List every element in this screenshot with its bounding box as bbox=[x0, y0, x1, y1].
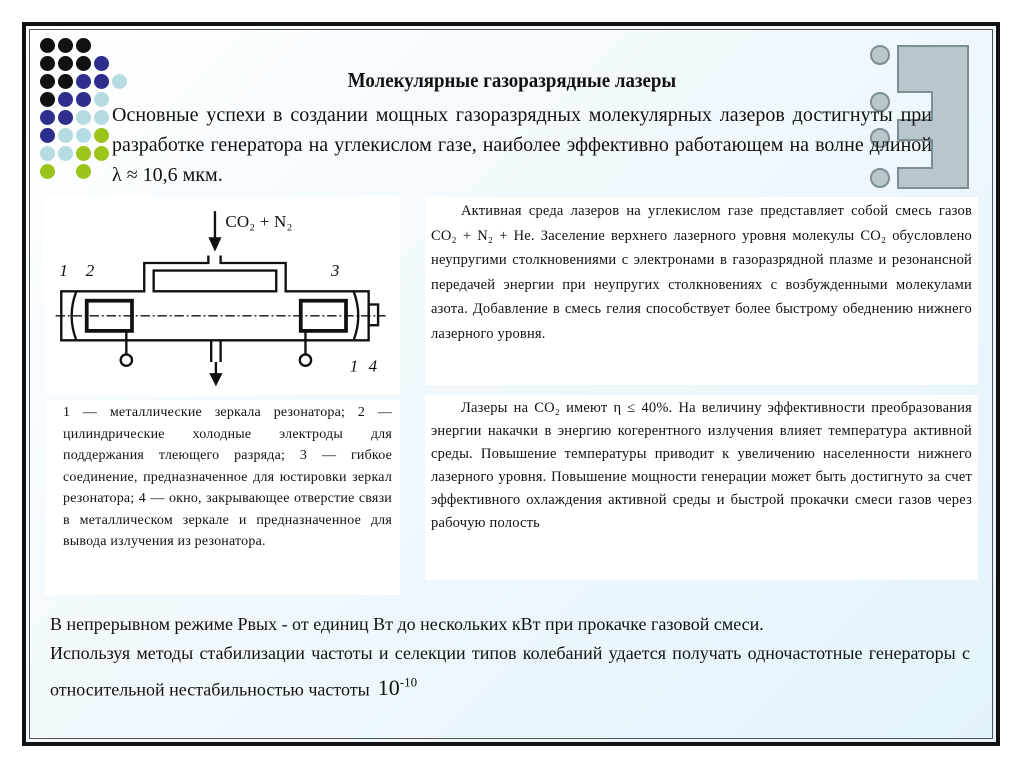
svg-text:1: 1 bbox=[349, 356, 359, 376]
decorative-dot bbox=[94, 128, 109, 143]
decorative-dot bbox=[58, 146, 73, 161]
decorative-dot bbox=[40, 92, 55, 107]
intro-paragraph: Основные успехи в создании мощных газоразрядных молекулярных лазеров достигнуты при разработке генератора на углекислом газе, наиболее эффективно работающем на волне длиной λ ≈ 10,6 мкм. bbox=[112, 104, 932, 186]
decorative-dot bbox=[58, 38, 73, 53]
decorative-dot bbox=[76, 92, 91, 107]
decorative-dot bbox=[40, 110, 55, 125]
bottom-paragraph bbox=[50, 610, 970, 704]
decorative-dot bbox=[76, 110, 91, 125]
diagram-legend: 1 — металлические зеркала резонатора; 2 — цилиндрические холодные электроды для поддержания тлеющего разряда; 3 — гибкое соединение, предназначенное для юстировки зеркал резонатора; 4 — окно, закрывающее отверстие связи в металлическом зеркале и предназначенное для вывода излучения из резонатора. bbox=[45, 400, 400, 595]
decorative-dot bbox=[58, 128, 73, 143]
laser-diagram bbox=[45, 197, 400, 395]
instability-value: $10^{-10}$ bbox=[377, 675, 418, 701]
svg-text:2: 2 bbox=[85, 261, 95, 281]
decorative-dot bbox=[76, 164, 91, 179]
decorative-dot bbox=[40, 146, 55, 161]
active-medium-text: Активная среда лазеров на углекислом газе представляет собой смесь газов CO₂ + N₂ + He. Заселение верхнего лазерного уровня молекулы CO₂ обусловлено неупругими столкновениями с электронами в газоразрядной плазме и резонансной передачей энергии при неупругих столкновениях с возбужденными молекулами азота. Добавление в смесь гелия способствует более быстрому обеднению нижнего лазерного уровня. bbox=[425, 197, 978, 385]
decorative-dot bbox=[76, 146, 91, 161]
output-power-line: В непрерывном режиме Pвых - от единиц Вт до нескольких кВт при прокачке газовой смеси. bbox=[50, 614, 764, 634]
slide-title: Молекулярные газоразрядные лазеры bbox=[347, 68, 677, 92]
decorative-dot bbox=[40, 38, 55, 53]
decorative-dot bbox=[76, 128, 91, 143]
decorative-dot bbox=[40, 164, 55, 179]
svg-text:3: 3 bbox=[330, 261, 340, 281]
decorative-dot bbox=[94, 92, 109, 107]
decorative-dot bbox=[94, 110, 109, 125]
decorative-dot bbox=[40, 128, 55, 143]
decorative-dot bbox=[58, 110, 73, 125]
gas-inlet-label: CO₂ + N₂ bbox=[225, 212, 293, 232]
decorative-dot bbox=[76, 38, 91, 53]
efficiency-text: Лазеры на CO₂ имеют η ≤ 40%. На величину эффективности преобразования энергии накачки в энергию когерентного излучения влияет температура активной среды. Повышение температуры приводит к увеличению населенности нижнего лазерного уровня. Повышение мощности генерации может быть достигнуто за счет эффективного охлаждения активной среды и быстрой прокачки смеси газов через рабочую полость bbox=[425, 395, 978, 580]
decorative-dot bbox=[94, 146, 109, 161]
decorative-dot bbox=[58, 92, 73, 107]
svg-text:1: 1 bbox=[59, 261, 69, 281]
svg-text:4: 4 bbox=[368, 356, 378, 376]
frequency-stability-line: Используя методы стабилизации частоты и селекции типов колебаний удается получать одночастотные генераторы с относительной нестабильностью частоты bbox=[50, 643, 970, 700]
